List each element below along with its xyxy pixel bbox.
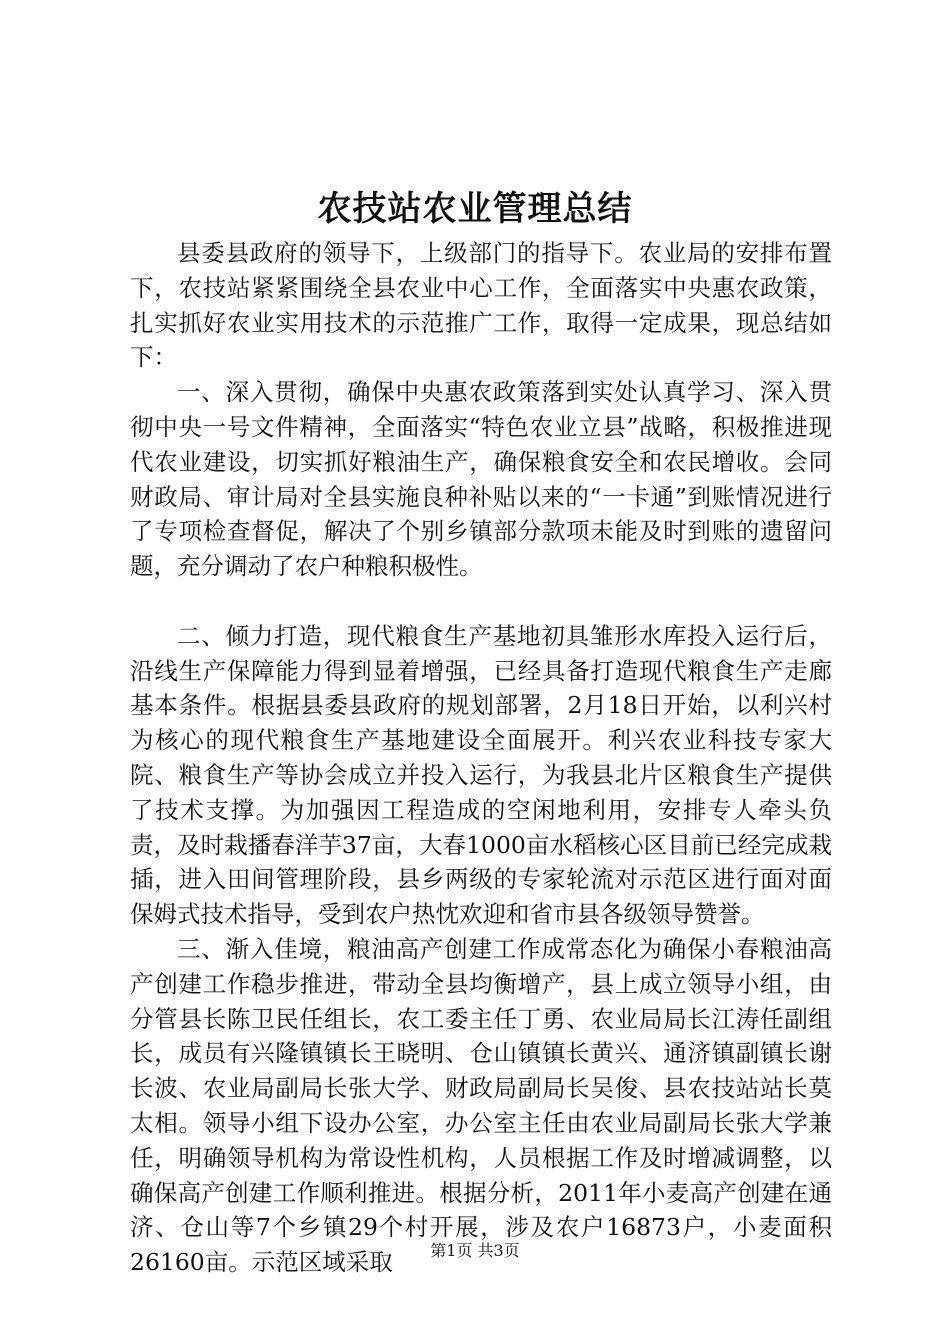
paragraph-section-3: 三、渐入佳境，粮油高产创建工作成常态化为确保小春粮油高产创建工作稳步推进，带动全县均衡增产，县上成立领导小组，由分管县长陈卫民任组长，农工委主任丁勇、农业局局长江涛任副组长，成员有兴隆镇镇长王晓明、仓山镇镇长黄兴、通济镇副镇长谢长波、农业局副局长张大学、财政局副局长吴俊、县农技站站长莫太相。领导小组下设办公室，办公室主任由农业局副局长张大学兼任，明确领导机构为常设性机构，人员根据工作及时增减调整，以确保高产创建工作顺利推进。根据分析，2011年小麦高产创建在通济、仓山等7个乡镇29个村开展，涉及农户16873户，小麦面积26160亩。示范区域采取 <box>130 934 832 1277</box>
paragraph-section-2: 二、倾力打造，现代粮食生产基地初具雏形水库投入运行后，沿线生产保障能力得到显着增强，已经具备打造现代粮食生产走廊基本条件。根据县委县政府的规划部署，2月18日开始，以利兴村为核心的现代粮食生产基地建设全面展开。利兴农业科技专家大院、粮食生产等协会成立并投入运行，为我县北片区粮食生产提供了技术支撑。为加强因工程造成的空闲地利用，安排专人牵头负责，及时栽播春洋芋37亩，大春1000亩水稻核心区目前已经完成栽插，进入田间管理阶段，县乡两级的专家轮流对示范区进行面对面保姆式技术指导，受到农户热忱欢迎和省市县各级领导赞誉。 <box>130 621 832 929</box>
page-footer: 第1页 共3页 <box>430 1241 520 1260</box>
paragraph-intro: 县委县政府的领导下，上级部门的指导下。农业局的安排布置下，农技站紧紧围绕全县农业中心工作，全面落实中央惠农政策，扎实抓好农业实用技术的示范推广工作，取得一定成果，现总结如下： <box>130 239 832 372</box>
paragraph-section-1: 一、深入贯彻，确保中央惠农政策落到实处认真学习、深入贯彻中央一号文件精神，全面落实“特色农业立县”战略，积极推进现代农业建设，切实抓好粮油生产，确保粮食安全和农民增收。会同财政局、审计局对全县实施良种补贴以来的“一卡通”到账情况进行了专项检查督促，解决了个别乡镇部分款项未能及时到账的遗留问题，充分调动了农户种粮积极性。 <box>130 378 832 581</box>
document-body <box>130 236 832 1280</box>
document-title: 农技站农业管理总结 <box>317 189 633 229</box>
